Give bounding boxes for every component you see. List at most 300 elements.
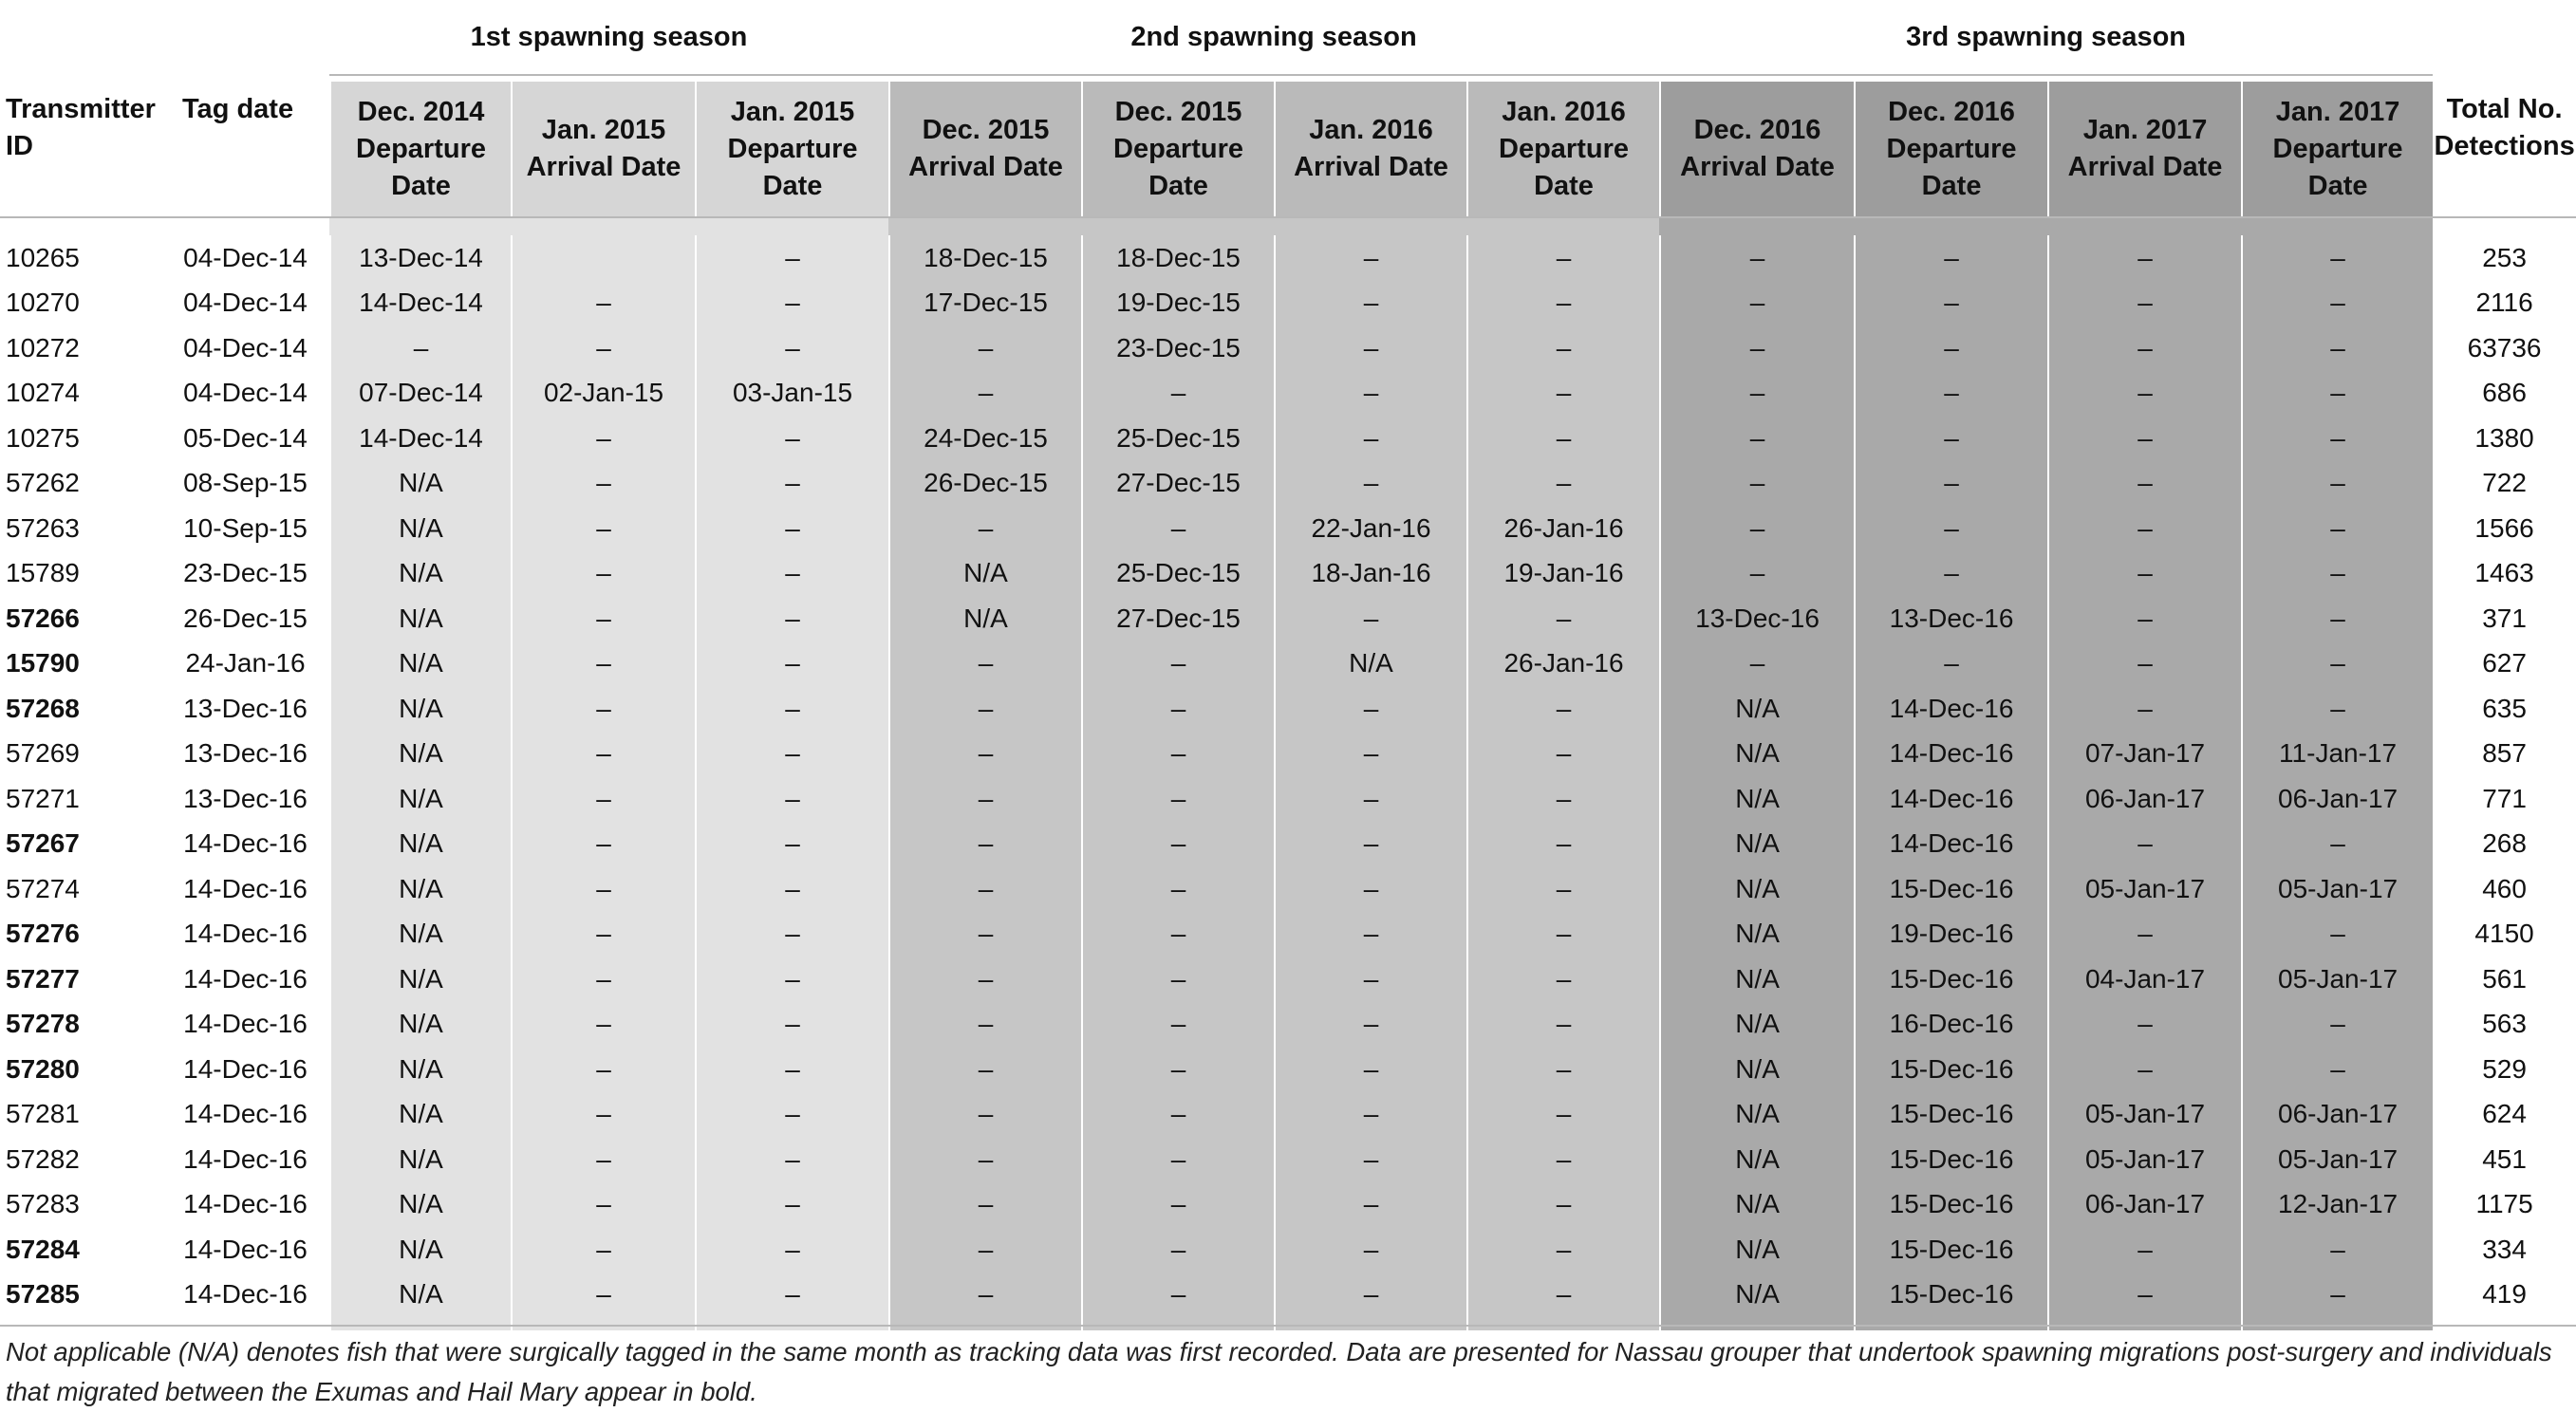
cell-total-detections: 334 [2482, 1234, 2527, 1264]
cell-col-1: N/A [329, 912, 511, 957]
cell-col-7: – [1466, 1273, 1659, 1318]
cell-col-8: – [1659, 506, 1854, 551]
cell-col-7: – [1466, 281, 1659, 326]
header-col-1: Dec. 2014 Departure Date [329, 76, 511, 216]
cell-tag-date: 10-Sep-15 [183, 512, 308, 543]
cell-col-10: – [2047, 912, 2241, 957]
cell-total-detections: 460 [2482, 873, 2527, 903]
cell-col-10: – [2047, 371, 2241, 417]
cell-col-6: – [1274, 325, 1466, 371]
cell-col-8: N/A [1659, 686, 1854, 732]
table-row [0, 912, 2576, 957]
cell-tag-date: 14-Dec-16 [183, 1189, 308, 1219]
cell-total-detections: 1380 [2474, 422, 2534, 453]
cell-col-9: – [1854, 235, 2047, 281]
header-tag-date: Tag date [161, 76, 329, 216]
cell-col-2: – [511, 866, 695, 912]
cell-col-7: – [1466, 732, 1659, 777]
cell-col-11: – [2241, 416, 2433, 461]
cell-tag-date: 14-Dec-16 [183, 1099, 308, 1129]
cell-col-6: – [1274, 686, 1466, 732]
header-col-10: Jan. 2017 Arrival Date [2047, 76, 2241, 216]
cell-col-4: – [888, 1227, 1081, 1273]
table-row [0, 461, 2576, 507]
group-2-header: 2nd spawning season [888, 0, 1659, 76]
cell-col-9: 15-Dec-16 [1854, 1273, 2047, 1318]
cell-col-7: 26-Jan-16 [1466, 506, 1659, 551]
cell-tag-date: 14-Dec-16 [183, 1143, 308, 1174]
cell-col-5: – [1081, 1047, 1274, 1092]
cell-col-9: 14-Dec-16 [1854, 776, 2047, 822]
cell-col-4: 17-Dec-15 [888, 281, 1081, 326]
cell-col-3: – [695, 461, 888, 507]
cell-transmitter-id: 15790 [6, 648, 80, 678]
cell-col-6: – [1274, 957, 1466, 1002]
cell-col-7: – [1466, 1227, 1659, 1273]
cell-col-11: 05-Jan-17 [2241, 957, 2433, 1002]
cell-col-6: – [1274, 732, 1466, 777]
cell-col-5: – [1081, 686, 1274, 732]
cell-col-4: 26-Dec-15 [888, 461, 1081, 507]
column-header-row [0, 76, 2576, 216]
cell-col-8: – [1659, 416, 1854, 461]
cell-col-10: – [2047, 506, 2241, 551]
cell-col-10: – [2047, 1002, 2241, 1048]
cell-col-1: N/A [329, 461, 511, 507]
cell-col-4: 24-Dec-15 [888, 416, 1081, 461]
footnote-divider [0, 1325, 2576, 1327]
cell-col-9: 19-Dec-16 [1854, 912, 2047, 957]
cell-col-10: – [2047, 641, 2241, 687]
cell-col-7: – [1466, 371, 1659, 417]
cell-col-3: – [695, 686, 888, 732]
cell-col-3: – [695, 596, 888, 641]
cell-col-2: – [511, 1092, 695, 1138]
cell-col-3: – [695, 325, 888, 371]
cell-col-9: – [1854, 641, 2047, 687]
cell-col-10: – [2047, 416, 2241, 461]
cell-transmitter-id: 57281 [6, 1099, 80, 1129]
cell-col-6: – [1274, 1002, 1466, 1048]
table-row [0, 506, 2576, 551]
cell-transmitter-id: 57285 [6, 1279, 80, 1310]
cell-col-6: – [1274, 235, 1466, 281]
cell-col-4: – [888, 325, 1081, 371]
cell-col-10: 06-Jan-17 [2047, 776, 2241, 822]
cell-col-4: – [888, 641, 1081, 687]
cell-col-9: – [1854, 506, 2047, 551]
cell-col-1: N/A [329, 506, 511, 551]
cell-col-8: N/A [1659, 1047, 1854, 1092]
table-row [0, 732, 2576, 777]
cell-transmitter-id: 15789 [6, 558, 80, 588]
cell-col-7: 26-Jan-16 [1466, 641, 1659, 687]
cell-col-4: – [888, 1092, 1081, 1138]
header-col-4: Dec. 2015 Arrival Date [888, 76, 1081, 216]
footnote: Not applicable (N/A) denotes fish that were surgically tagged in the same month as tracking data was first recorded. Data are presented for Nassau grouper that undertook spawning migrations post-surgery and individuals that migrated between the Exumas and Hail Mary appear in bold. [6, 1337, 2552, 1406]
group-header-row [0, 0, 2576, 76]
cell-col-10: – [2047, 686, 2241, 732]
cell-total-detections: 2116 [2475, 288, 2533, 318]
table-row [0, 235, 2576, 281]
cell-col-6: – [1274, 461, 1466, 507]
cell-col-5: – [1081, 1092, 1274, 1138]
cell-col-1: N/A [329, 551, 511, 597]
table-row [0, 1182, 2576, 1228]
cell-col-3: – [695, 1092, 888, 1138]
cell-col-9: 13-Dec-16 [1854, 596, 2047, 641]
table-row [0, 1273, 2576, 1318]
cell-col-4: – [888, 506, 1081, 551]
cell-col-2: – [511, 912, 695, 957]
cell-col-5: 27-Dec-15 [1081, 596, 1274, 641]
cell-tag-date: 24-Jan-16 [185, 648, 306, 678]
cell-col-11: – [2241, 1047, 2433, 1092]
cell-col-5: – [1081, 1002, 1274, 1048]
cell-col-4: – [888, 1047, 1081, 1092]
cell-transmitter-id: 57267 [6, 828, 80, 859]
cell-col-6: – [1274, 281, 1466, 326]
cell-transmitter-id: 57282 [6, 1143, 80, 1174]
header-col-6: Jan. 2016 Arrival Date [1274, 76, 1466, 216]
cell-col-2: – [511, 506, 695, 551]
cell-transmitter-id: 57268 [6, 693, 80, 723]
cell-col-1: N/A [329, 776, 511, 822]
cell-transmitter-id: 57266 [6, 603, 80, 633]
cell-col-10: 06-Jan-17 [2047, 1182, 2241, 1228]
cell-col-10: – [2047, 551, 2241, 597]
header-col-8: Dec. 2016 Arrival Date [1659, 76, 1854, 216]
cell-col-7: – [1466, 686, 1659, 732]
table-row [0, 281, 2576, 326]
cell-col-2: – [511, 1137, 695, 1182]
cell-col-7: – [1466, 1047, 1659, 1092]
cell-col-2: – [511, 281, 695, 326]
cell-col-1: N/A [329, 1092, 511, 1138]
cell-col-6: 22-Jan-16 [1274, 506, 1466, 551]
header-total-detections: Total No. Detections [2433, 76, 2576, 216]
cell-col-3: – [695, 776, 888, 822]
cell-col-7: – [1466, 1002, 1659, 1048]
cell-col-4: – [888, 957, 1081, 1002]
cell-col-4: – [888, 866, 1081, 912]
cell-col-11: – [2241, 235, 2433, 281]
cell-col-11: – [2241, 506, 2433, 551]
cell-col-10: – [2047, 1273, 2241, 1318]
table-row [0, 1227, 2576, 1273]
cell-col-4: – [888, 686, 1081, 732]
cell-transmitter-id: 57276 [6, 919, 80, 949]
cell-col-8: N/A [1659, 1137, 1854, 1182]
cell-col-8: – [1659, 371, 1854, 417]
cell-col-7: – [1466, 776, 1659, 822]
cell-col-1: 14-Dec-14 [329, 281, 511, 326]
cell-col-1: N/A [329, 1002, 511, 1048]
cell-total-detections: 371 [2482, 603, 2527, 633]
cell-col-9: 15-Dec-16 [1854, 1182, 2047, 1228]
cell-tag-date: 14-Dec-16 [183, 1053, 308, 1084]
cell-col-4: – [888, 1182, 1081, 1228]
cell-col-5: – [1081, 371, 1274, 417]
cell-col-11: 12-Jan-17 [2241, 1182, 2433, 1228]
cell-col-11: 06-Jan-17 [2241, 1092, 2433, 1138]
cell-col-8: N/A [1659, 1182, 1854, 1228]
cell-col-6: – [1274, 1273, 1466, 1318]
cell-col-5: 19-Dec-15 [1081, 281, 1274, 326]
cell-col-3: – [695, 281, 888, 326]
cell-col-3: – [695, 1137, 888, 1182]
cell-transmitter-id: 57277 [6, 963, 80, 994]
cell-col-6: 18-Jan-16 [1274, 551, 1466, 597]
cell-col-9: 15-Dec-16 [1854, 1092, 2047, 1138]
cell-col-2: – [511, 1047, 695, 1092]
cell-col-8: N/A [1659, 1273, 1854, 1318]
cell-col-1: 14-Dec-14 [329, 416, 511, 461]
cell-tag-date: 13-Dec-16 [183, 693, 308, 723]
cell-col-5: 25-Dec-15 [1081, 416, 1274, 461]
cell-col-5: 25-Dec-15 [1081, 551, 1274, 597]
cell-col-3: – [695, 416, 888, 461]
cell-col-5: – [1081, 912, 1274, 957]
table-row [0, 1137, 2576, 1182]
cell-total-detections: 1175 [2475, 1189, 2533, 1219]
cell-col-7: – [1466, 325, 1659, 371]
cell-col-11: – [2241, 1002, 2433, 1048]
group-1-header: 1st spawning season [329, 0, 888, 76]
header-col-2: Jan. 2015 Arrival Date [511, 76, 695, 216]
cell-col-5: – [1081, 732, 1274, 777]
cell-col-5: – [1081, 641, 1274, 687]
cell-col-9: 15-Dec-16 [1854, 866, 2047, 912]
cell-col-10: 04-Jan-17 [2047, 957, 2241, 1002]
cell-col-6: – [1274, 596, 1466, 641]
cell-col-10: 05-Jan-17 [2047, 1092, 2241, 1138]
cell-col-2: – [511, 1002, 695, 1048]
cell-tag-date: 14-Dec-16 [183, 1279, 308, 1310]
cell-col-10: – [2047, 596, 2241, 641]
table-row [0, 551, 2576, 597]
cell-col-11: 06-Jan-17 [2241, 776, 2433, 822]
cell-col-9: 15-Dec-16 [1854, 1227, 2047, 1273]
cell-col-7: 19-Jan-16 [1466, 551, 1659, 597]
cell-col-8: N/A [1659, 732, 1854, 777]
cell-col-10: 05-Jan-17 [2047, 1137, 2241, 1182]
cell-col-7: – [1466, 1137, 1659, 1182]
cell-col-3: – [695, 1047, 888, 1092]
cell-transmitter-id: 57278 [6, 1009, 80, 1039]
cell-transmitter-id: 10274 [6, 378, 80, 408]
cell-col-9: 15-Dec-16 [1854, 957, 2047, 1002]
cell-tag-date: 04-Dec-14 [183, 242, 308, 272]
cell-tag-date: 14-Dec-16 [183, 873, 308, 903]
cell-col-5: 18-Dec-15 [1081, 235, 1274, 281]
cell-col-1: N/A [329, 1047, 511, 1092]
cell-tag-date: 14-Dec-16 [183, 828, 308, 859]
cell-col-7: – [1466, 866, 1659, 912]
cell-col-1: N/A [329, 596, 511, 641]
cell-col-4: N/A [888, 551, 1081, 597]
cell-col-9: – [1854, 325, 2047, 371]
table-end-spacer-row [0, 1317, 2576, 1330]
cell-col-10: – [2047, 822, 2241, 867]
cell-col-6: – [1274, 371, 1466, 417]
cell-total-detections: 635 [2482, 693, 2527, 723]
cell-transmitter-id: 57280 [6, 1053, 80, 1084]
cell-col-4: – [888, 912, 1081, 957]
cell-total-detections: 63736 [2467, 332, 2542, 362]
table-row [0, 957, 2576, 1002]
cell-transmitter-id: 57274 [6, 873, 80, 903]
cell-col-10: – [2047, 1227, 2241, 1273]
cell-col-9: 16-Dec-16 [1854, 1002, 2047, 1048]
cell-col-8: N/A [1659, 1002, 1854, 1048]
cell-total-detections: 624 [2482, 1099, 2527, 1129]
cell-transmitter-id: 57283 [6, 1189, 80, 1219]
cell-col-7: – [1466, 596, 1659, 641]
cell-total-detections: 253 [2482, 242, 2527, 272]
cell-col-11: – [2241, 912, 2433, 957]
header-col-7: Jan. 2016 Departure Date [1466, 76, 1659, 216]
cell-col-5: 27-Dec-15 [1081, 461, 1274, 507]
table-row [0, 641, 2576, 687]
cell-tag-date: 04-Dec-14 [183, 378, 308, 408]
cell-col-9: – [1854, 371, 2047, 417]
table-row [0, 776, 2576, 822]
cell-col-1: N/A [329, 1227, 511, 1273]
cell-col-8: 13-Dec-16 [1659, 596, 1854, 641]
cell-col-9: 14-Dec-16 [1854, 686, 2047, 732]
cell-col-3: – [695, 641, 888, 687]
cell-total-detections: 771 [2482, 783, 2527, 813]
cell-col-7: – [1466, 957, 1659, 1002]
cell-col-3: – [695, 1227, 888, 1273]
cell-col-1: – [329, 325, 511, 371]
cell-col-10: 05-Jan-17 [2047, 866, 2241, 912]
cell-col-8: – [1659, 641, 1854, 687]
cell-col-1: N/A [329, 822, 511, 867]
cell-col-7: – [1466, 461, 1659, 507]
cell-col-5: 23-Dec-15 [1081, 325, 1274, 371]
cell-col-11: – [2241, 325, 2433, 371]
cell-total-detections: 561 [2482, 963, 2527, 994]
table-row [0, 822, 2576, 867]
cell-col-1: N/A [329, 1137, 511, 1182]
cell-col-5: – [1081, 506, 1274, 551]
cell-transmitter-id: 57284 [6, 1234, 80, 1264]
cell-col-6: N/A [1274, 641, 1466, 687]
cell-total-detections: 1463 [2474, 558, 2534, 588]
cell-col-4: – [888, 1137, 1081, 1182]
cell-col-11: – [2241, 641, 2433, 687]
cell-transmitter-id: 57263 [6, 512, 80, 543]
cell-col-10: 07-Jan-17 [2047, 732, 2241, 777]
cell-tag-date: 13-Dec-16 [183, 738, 308, 769]
header-col-11: Jan. 2017 Departure Date [2241, 76, 2433, 216]
cell-col-3: – [695, 506, 888, 551]
cell-col-3: – [695, 866, 888, 912]
cell-col-9: 14-Dec-16 [1854, 822, 2047, 867]
cell-col-9: – [1854, 416, 2047, 461]
cell-col-2: – [511, 1273, 695, 1318]
cell-col-11: – [2241, 822, 2433, 867]
cell-col-2: – [511, 596, 695, 641]
cell-col-2: – [511, 641, 695, 687]
cell-col-7: – [1466, 912, 1659, 957]
cell-col-1: 13-Dec-14 [329, 235, 511, 281]
cell-total-detections: 268 [2482, 828, 2527, 859]
cell-col-8: N/A [1659, 912, 1854, 957]
table-row [0, 866, 2576, 912]
cell-col-1: N/A [329, 641, 511, 687]
cell-col-4: – [888, 1273, 1081, 1318]
cell-total-detections: 451 [2482, 1143, 2527, 1174]
cell-col-11: 11-Jan-17 [2241, 732, 2433, 777]
cell-col-11: – [2241, 1227, 2433, 1273]
cell-col-4: – [888, 1002, 1081, 1048]
cell-col-8: N/A [1659, 866, 1854, 912]
cell-col-9: 14-Dec-16 [1854, 732, 2047, 777]
cell-col-1: N/A [329, 686, 511, 732]
cell-col-6: – [1274, 1227, 1466, 1273]
cell-col-2: – [511, 1182, 695, 1228]
header-col-5: Dec. 2015 Departure Date [1081, 76, 1274, 216]
cell-tag-date: 14-Dec-16 [183, 963, 308, 994]
cell-col-4: 18-Dec-15 [888, 235, 1081, 281]
cell-col-1: N/A [329, 732, 511, 777]
cell-transmitter-id: 57269 [6, 738, 80, 769]
cell-col-3: 03-Jan-15 [695, 371, 888, 417]
cell-total-detections: 4150 [2474, 919, 2534, 949]
cell-col-8: – [1659, 281, 1854, 326]
cell-col-4: – [888, 371, 1081, 417]
cell-col-9: 15-Dec-16 [1854, 1047, 2047, 1092]
cell-col-9: 15-Dec-16 [1854, 1137, 2047, 1182]
cell-tag-date: 04-Dec-14 [183, 332, 308, 362]
table-row [0, 371, 2576, 417]
cell-col-6: – [1274, 776, 1466, 822]
cell-col-2: – [511, 957, 695, 1002]
cell-col-7: – [1466, 1092, 1659, 1138]
cell-col-8: N/A [1659, 1092, 1854, 1138]
cell-total-detections: 1566 [2474, 512, 2534, 543]
cell-col-8: – [1659, 461, 1854, 507]
cell-col-8: N/A [1659, 1227, 1854, 1273]
cell-col-2: – [511, 325, 695, 371]
cell-col-8: – [1659, 235, 1854, 281]
cell-col-2: – [511, 776, 695, 822]
cell-col-5: – [1081, 822, 1274, 867]
cell-tag-date: 05-Dec-14 [183, 422, 308, 453]
cell-col-9: – [1854, 281, 2047, 326]
cell-col-8: N/A [1659, 776, 1854, 822]
cell-col-11: – [2241, 596, 2433, 641]
table-row [0, 1002, 2576, 1048]
cell-col-1: N/A [329, 866, 511, 912]
cell-col-5: – [1081, 1273, 1274, 1318]
cell-col-4: N/A [888, 596, 1081, 641]
cell-col-9: – [1854, 551, 2047, 597]
cell-col-6: – [1274, 822, 1466, 867]
cell-col-5: – [1081, 957, 1274, 1002]
cell-col-6: – [1274, 1137, 1466, 1182]
cell-tag-date: 13-Dec-16 [183, 783, 308, 813]
header-spacer-row [0, 216, 2576, 235]
cell-col-3: – [695, 551, 888, 597]
cell-col-11: – [2241, 281, 2433, 326]
cell-col-2: – [511, 822, 695, 867]
cell-col-11: – [2241, 1273, 2433, 1318]
cell-col-3: – [695, 235, 888, 281]
